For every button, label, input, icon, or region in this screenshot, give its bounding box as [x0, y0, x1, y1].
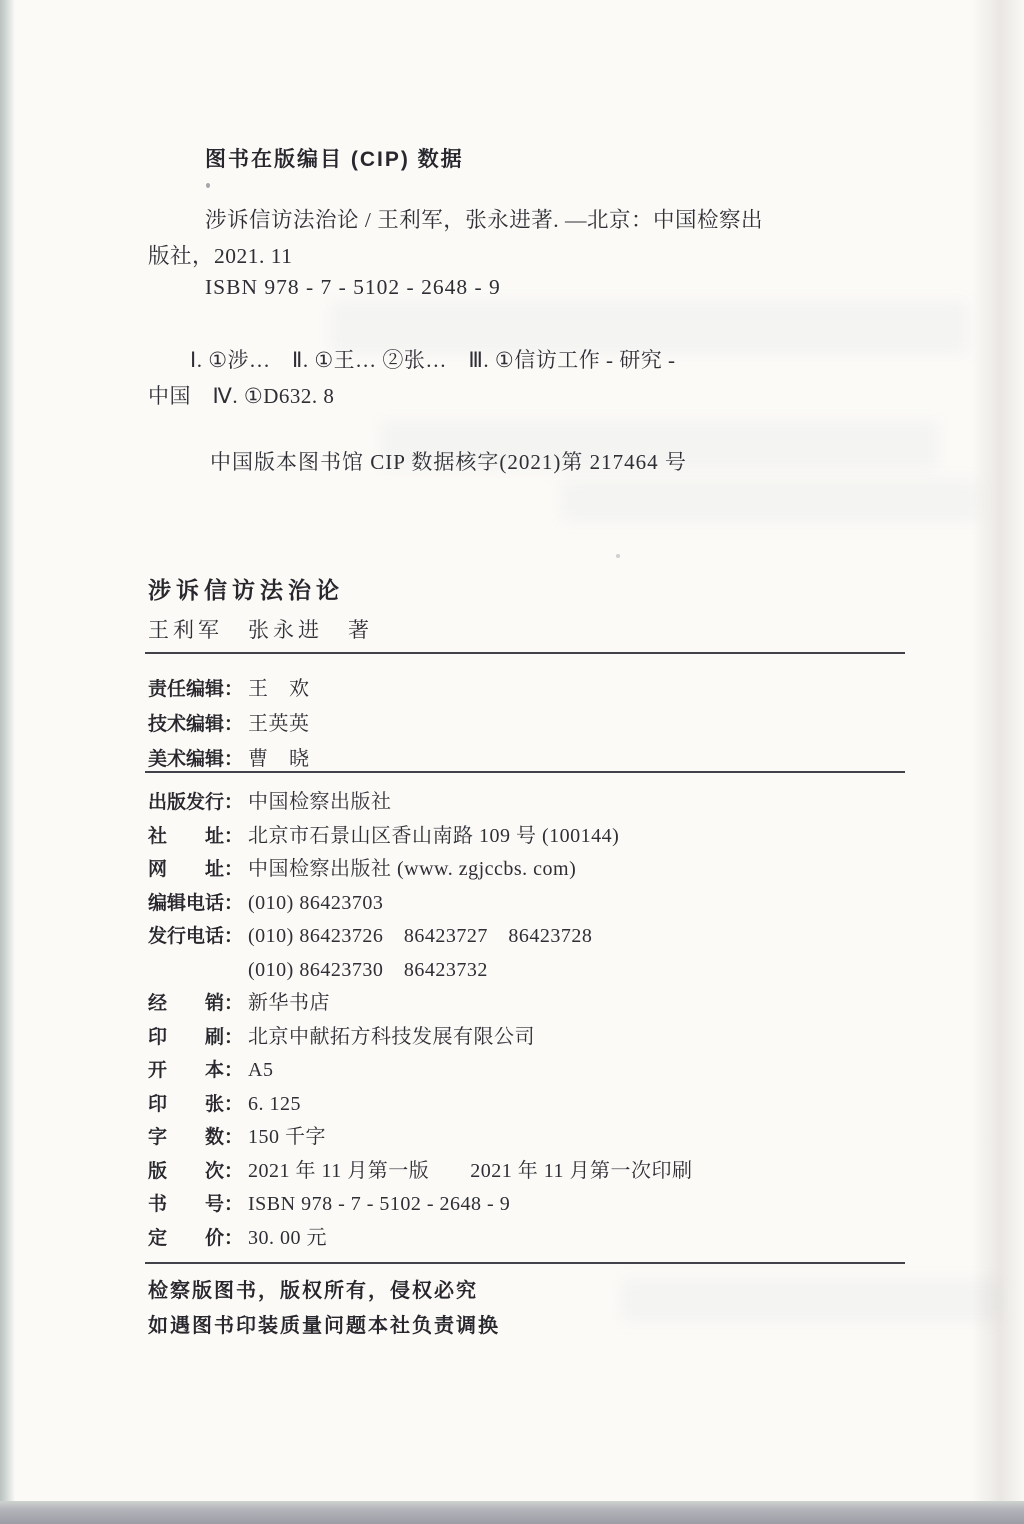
- cip-classification-line2: 中国 Ⅳ. ①D632. 8: [148, 384, 335, 408]
- publishing-value: (010) 86423730 86423732: [248, 958, 488, 981]
- editor-row: [148, 672, 310, 707]
- editor-name: 曹 晓: [248, 748, 310, 770]
- publishing-row: [148, 1188, 693, 1222]
- cip-classification-line1: Ⅰ. ①涉… Ⅱ. ①王… ②张… Ⅲ. ①信访工作 - 研究 -: [190, 348, 676, 372]
- editor-name: 王 欢: [248, 678, 310, 700]
- publishing-value: A5: [248, 1059, 274, 1081]
- scan-speck: [206, 183, 210, 188]
- publishing-row: [148, 1155, 693, 1189]
- publishing-value: 150 千字: [248, 1126, 326, 1148]
- publishing-value: 新华书店: [248, 992, 330, 1014]
- publishing-label: 出版发行：: [148, 792, 244, 813]
- scan-edge-bottom: [0, 1501, 1024, 1524]
- publishing-row: [148, 1054, 693, 1088]
- cip-description-line2: 版社，2021. 11: [148, 244, 293, 268]
- publishing-value: ISBN 978 - 7 - 5102 - 2648 - 9: [248, 1193, 511, 1215]
- bleed-through-artifact: [560, 478, 980, 523]
- editor-role-label: 技术编辑：: [148, 714, 244, 735]
- scan-shadow-right: [972, 0, 1024, 1501]
- publishing-row: [148, 987, 693, 1021]
- bleed-through-artifact: [620, 1278, 1000, 1323]
- publishing-row: [148, 853, 693, 887]
- publishing-value: (010) 86423726 86423727 86423728: [248, 925, 593, 947]
- cip-isbn: ISBN 978 - 7 - 5102 - 2648 - 9: [205, 275, 501, 299]
- editor-row: [148, 707, 310, 742]
- publishing-label: 版 次：: [148, 1160, 244, 1182]
- copyright-notice-line2: 如遇图书印装质量问题本社负责调换: [148, 1315, 500, 1337]
- publishing-value: 北京中献拓方科技发展有限公司: [248, 1025, 535, 1048]
- divider-rule: [145, 1262, 905, 1264]
- cip-description-line1: 涉诉信访法治论 / 王利军，张永进著. —北京：中国检察出: [205, 208, 763, 232]
- editor-name: 王英英: [248, 713, 310, 735]
- publishing-label: 发行电话：: [148, 926, 244, 947]
- divider-rule: [145, 652, 905, 654]
- publishing-value: 北京市石景山区香山南路 109 号 (100144): [248, 824, 620, 847]
- editor-role-label: 美术编辑：: [148, 749, 244, 770]
- publishing-label: 印 刷：: [148, 1026, 244, 1048]
- copyright-notice-block: [148, 1274, 500, 1344]
- publishing-value: 6. 125: [248, 1092, 301, 1115]
- scan-speck: [616, 554, 620, 558]
- publishing-label: 网 址：: [148, 859, 244, 880]
- publishing-value: 中国检察出版社: [248, 791, 392, 813]
- editors-block: [148, 672, 310, 777]
- publishing-label: 印 张：: [148, 1093, 244, 1115]
- publishing-label: 开 本：: [148, 1060, 244, 1081]
- divider-rule: [145, 771, 905, 773]
- cip-record-number: 中国版本图书馆 CIP 数据核字(2021)第 217464 号: [210, 450, 687, 474]
- book-authors: 王利军 张永进 著: [148, 618, 373, 642]
- book-title: 涉诉信访法治论: [148, 577, 344, 603]
- publishing-value: 中国检察出版社 (www. zgjccbs. com): [248, 858, 577, 880]
- publishing-row: [148, 1021, 693, 1055]
- publishing-label: 字 数：: [148, 1127, 244, 1148]
- publishing-label: 经 销：: [148, 993, 244, 1014]
- editor-role-label: 责任编辑：: [148, 679, 244, 700]
- publishing-label: 社 址：: [148, 825, 244, 847]
- publishing-value: 30. 00 元: [248, 1226, 327, 1249]
- publishing-row: [148, 820, 693, 854]
- publishing-row: [148, 1088, 693, 1122]
- publishing-label: 书 号：: [148, 1194, 244, 1215]
- publishing-block: [148, 786, 693, 1255]
- publishing-row: [148, 954, 693, 988]
- publishing-label: 编辑电话：: [148, 892, 244, 914]
- cip-header: 图书在版编目 (CIP) 数据: [205, 148, 464, 171]
- publishing-row: [148, 1222, 693, 1256]
- publishing-value: 2021 年 11 月第一版 2021 年 11 月第一次印刷: [248, 1159, 693, 1182]
- copyright-notice-line1: 检察版图书，版权所有，侵权必究: [148, 1280, 478, 1302]
- publishing-row: [148, 920, 693, 954]
- publishing-label: 定 价：: [148, 1227, 244, 1249]
- publishing-row: [148, 887, 693, 921]
- scan-edge-left: [0, 0, 15, 1524]
- publishing-row: [148, 1121, 693, 1155]
- publishing-value: (010) 86423703: [248, 891, 384, 914]
- publishing-row: [148, 786, 693, 820]
